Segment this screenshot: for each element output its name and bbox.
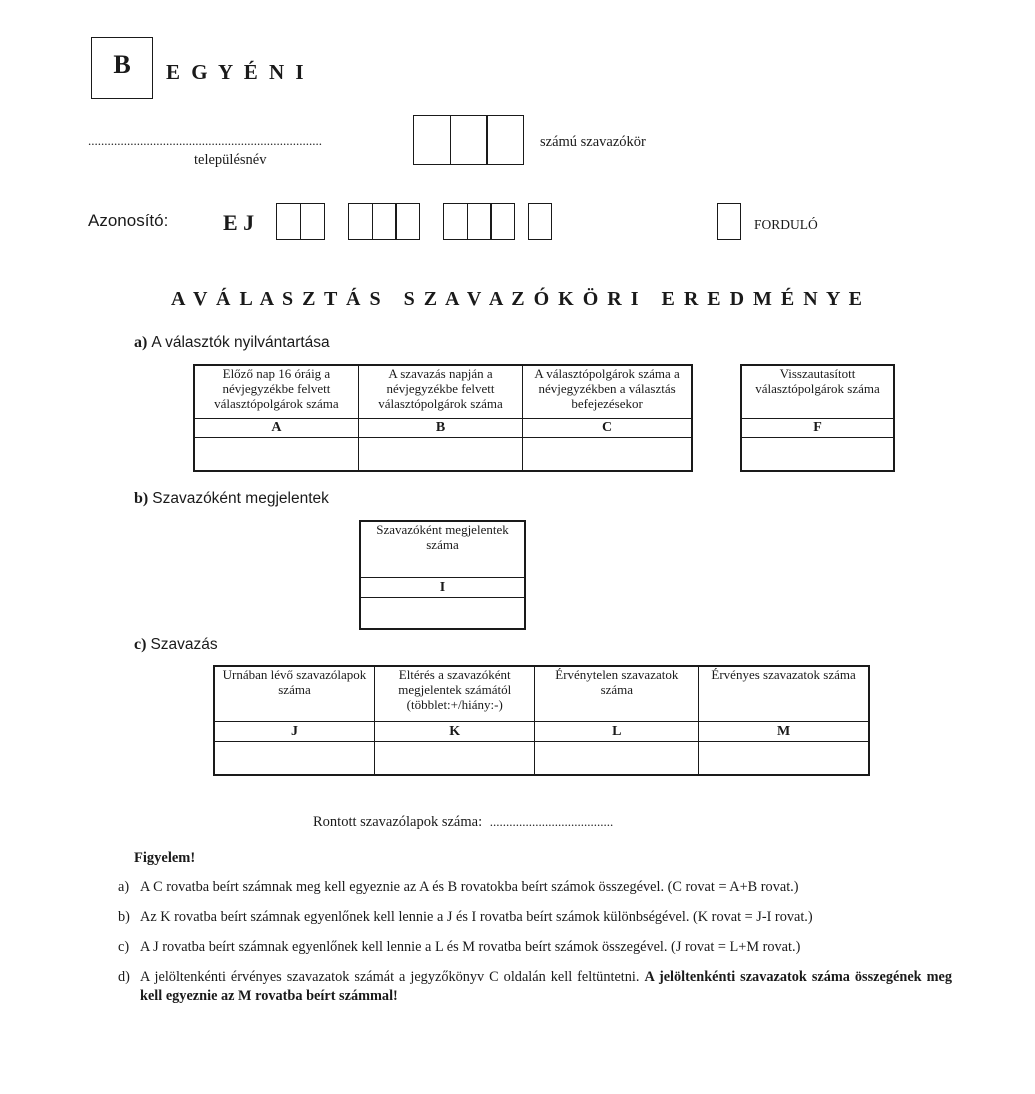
voter-register-table — [193, 364, 693, 472]
column-header-j: Urnában lévő szavazólapok száma — [214, 666, 374, 721]
district-digit-box[interactable] — [486, 115, 524, 165]
note-key: d) — [118, 969, 130, 985]
identifier-boxes-group-3[interactable] — [443, 203, 515, 240]
identifier-digit-box[interactable] — [276, 203, 301, 240]
note-a — [118, 878, 958, 897]
district-digit-box[interactable] — [450, 115, 488, 165]
column-code-c: C — [523, 418, 692, 437]
column-code-b: B — [358, 418, 522, 437]
settlement-name-label: településnév — [194, 152, 267, 168]
settlement-name-field[interactable]: ........................................................................ — [88, 133, 322, 148]
identifier-digit-box[interactable] — [348, 203, 373, 240]
note-text: A C rovatba beírt számnak meg kell egyeznie az A és B rovatokba beírt számok összegével. (C rovat = A+B rovat.) — [140, 879, 799, 895]
column-header-k: Eltérés a szavazóként megjelentek számától (többlet:+/hiány:-) — [374, 666, 534, 721]
identifier-digit-box[interactable] — [372, 203, 397, 240]
spoiled-ballots-label: Rontott szavazólapok száma: — [313, 814, 483, 830]
value-cell-c[interactable] — [523, 437, 692, 471]
appeared-voters-table — [359, 520, 526, 630]
value-cell-j[interactable] — [214, 741, 374, 775]
main-title: A V Á L A S Z T Á S S Z A V A Z Ó K Ö R I E R E D M É N Y E — [170, 288, 865, 310]
spoiled-ballots-field[interactable]: ...................................... — [489, 814, 614, 829]
value-cell-a[interactable] — [194, 437, 358, 471]
value-cell-i[interactable] — [360, 597, 525, 629]
identifier-boxes-group-2[interactable] — [348, 203, 420, 240]
note-d — [118, 968, 958, 1006]
column-code-i: I — [360, 577, 525, 597]
note-b — [118, 908, 958, 927]
round-digit-box[interactable] — [717, 203, 741, 240]
section-a-heading — [134, 334, 330, 352]
identifier-digit-box[interactable] — [490, 203, 515, 240]
notes-heading: Figyelem! — [134, 850, 196, 866]
form-letter: B — [113, 50, 131, 79]
spoiled-ballots-line — [313, 814, 613, 831]
value-cell-b[interactable] — [358, 437, 522, 471]
identifier-digit-box[interactable] — [443, 203, 468, 240]
identifier-digit-box[interactable] — [467, 203, 492, 240]
district-number-boxes[interactable] — [413, 115, 524, 165]
identifier-prefix: E J — [223, 210, 255, 235]
rejected-voters-table — [740, 364, 895, 472]
note-text: A jelöltenkénti érvényes szavazatok számát a jegyzőkönyv C oldalán kell feltüntetni. — [140, 969, 640, 985]
form-type-label: E G Y É N I — [166, 60, 307, 84]
column-header-c: A választópolgárok száma a névjegyzékben a választás befejezésekor — [523, 365, 692, 418]
column-header-f: Visszautasított választópolgárok száma — [741, 365, 894, 418]
section-c-key: c) — [134, 636, 147, 653]
column-code-k: K — [374, 721, 534, 741]
note-text: A J rovatba beírt számnak egyenlőnek kell lennie a L és M rovatba beírt számok összegével. (J rovat = L+M rovat.) — [140, 939, 801, 955]
note-bold-text: A jelöltenkénti szavazatok száma összegének meg kell egyeznie az M rovatba beírt számmal! — [140, 969, 952, 1004]
identifier-boxes-group-4[interactable] — [528, 203, 552, 240]
value-cell-k[interactable] — [374, 741, 534, 775]
section-a-title: A választók nyilvántartása — [151, 334, 330, 351]
round-label: FORDULÓ — [754, 217, 818, 232]
section-b-title: Szavazóként megjelentek — [152, 490, 329, 507]
column-header-i: Szavazóként megjelentek száma — [360, 521, 525, 577]
column-code-j: J — [214, 721, 374, 741]
note-key: a) — [118, 879, 130, 895]
note-key: b) — [118, 909, 130, 925]
column-header-a: Előző nap 16 óráig a névjegyzékbe felvett választópolgárok száma — [194, 365, 358, 418]
voting-table — [213, 665, 870, 776]
identifier-boxes-group-1[interactable] — [276, 203, 325, 240]
column-header-b: A szavazás napján a névjegyzékbe felvett választópolgárok száma — [358, 365, 522, 418]
value-cell-l[interactable] — [535, 741, 699, 775]
note-c — [118, 938, 958, 957]
identifier-digit-box[interactable] — [528, 203, 552, 240]
column-header-l: Érvénytelen szavazatok száma — [535, 666, 699, 721]
section-b-key: b) — [134, 490, 149, 507]
identifier-label: Azonosító: — [88, 211, 169, 230]
section-c-title: Szavazás — [150, 636, 218, 653]
note-text: Az K rovatba beírt számnak egyenlőnek kell lennie a J és I rovatba beírt számok különbségével. (K rovat = J-I rovat.) — [140, 909, 813, 925]
district-digit-box[interactable] — [413, 115, 451, 165]
column-code-f: F — [741, 418, 894, 437]
section-b-heading — [134, 490, 329, 508]
column-header-m: Érvényes szavazatok száma — [699, 666, 869, 721]
value-cell-f[interactable] — [741, 437, 894, 471]
identifier-digit-box[interactable] — [300, 203, 325, 240]
section-c-heading — [134, 636, 218, 654]
value-cell-m[interactable] — [699, 741, 869, 775]
section-a-key: a) — [134, 334, 148, 351]
identifier-digit-box[interactable] — [395, 203, 420, 240]
note-key: c) — [118, 939, 130, 955]
district-label: számú szavazókör — [540, 134, 646, 150]
column-code-l: L — [535, 721, 699, 741]
round-number-box[interactable] — [717, 203, 741, 240]
column-code-m: M — [699, 721, 869, 741]
column-code-a: A — [194, 418, 358, 437]
